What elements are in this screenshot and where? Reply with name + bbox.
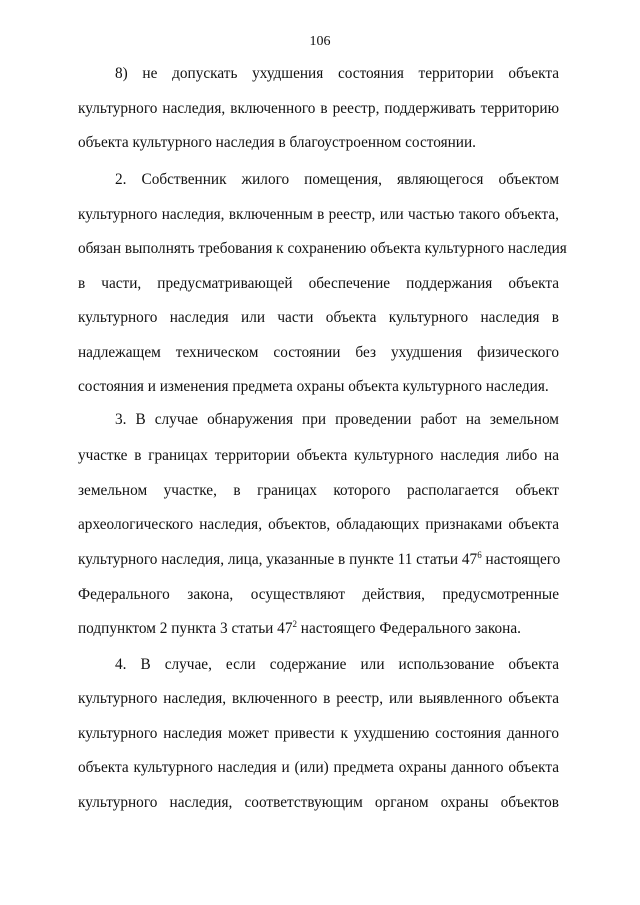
text-line: 4. В случае, если содержание или использование объекта	[115, 656, 559, 673]
text-line: 3. В случае обнаружения при проведении работ на земельном	[115, 411, 559, 428]
text-line: надлежащем техническом состоянии без ухудшения физического	[78, 344, 559, 361]
text-line: в части, предусматривающей обеспечение поддержания объекта	[78, 275, 559, 292]
text-line: культурного наследия, лица, указанные в пункте 11 статьи $47^6$ настоящего	[78, 550, 561, 568]
text-line: культурного наследия, включенного в реестр, или выявленного объекта	[78, 690, 559, 707]
text-line: археологического наследия, объектов, обладающих признаками объекта	[78, 516, 559, 533]
text-line: объекта культурного наследия в благоустроенном состоянии.	[78, 134, 476, 151]
text-line: обязан выполнять требования к сохранению объекта культурного наследия	[78, 240, 567, 257]
page-number: 106	[309, 34, 331, 49]
text-line: земельном участке, в границах которого располагается объект	[78, 482, 559, 499]
text-line: культурного наследия или части объекта культурного наследия в	[78, 309, 559, 326]
text-line: культурного наследия может привести к ухудшению состояния данного	[78, 725, 559, 742]
superscript: 2	[292, 619, 297, 629]
text-line: состояния и изменения предмета охраны объекта культурного наследия.	[78, 378, 549, 395]
text-line: культурного наследия, включенным в реестр, или частью такого объекта,	[78, 206, 559, 223]
text-line: 8) не допускать ухудшения состояния территории объекта	[115, 65, 559, 82]
text-line: Федерального закона, осуществляют действия, предусмотренные	[78, 586, 559, 603]
text-line: участке в границах территории объекта культурного наследия либо на	[78, 447, 559, 464]
text-line: 2. Собственник жилого помещения, являющегося объектом	[115, 171, 559, 188]
text-line: объекта культурного наследия и (или) предмета охраны данного объекта	[78, 759, 559, 776]
text-line: культурного наследия, соответствующим органом охраны объектов	[78, 794, 559, 811]
superscript: 6	[477, 550, 482, 560]
text-line: культурного наследия, включенного в реестр, поддерживать территорию	[78, 100, 559, 117]
text-line: подпунктом 2 пункта 3 статьи $47^2$ настоящего Федерального закона.	[78, 619, 521, 637]
